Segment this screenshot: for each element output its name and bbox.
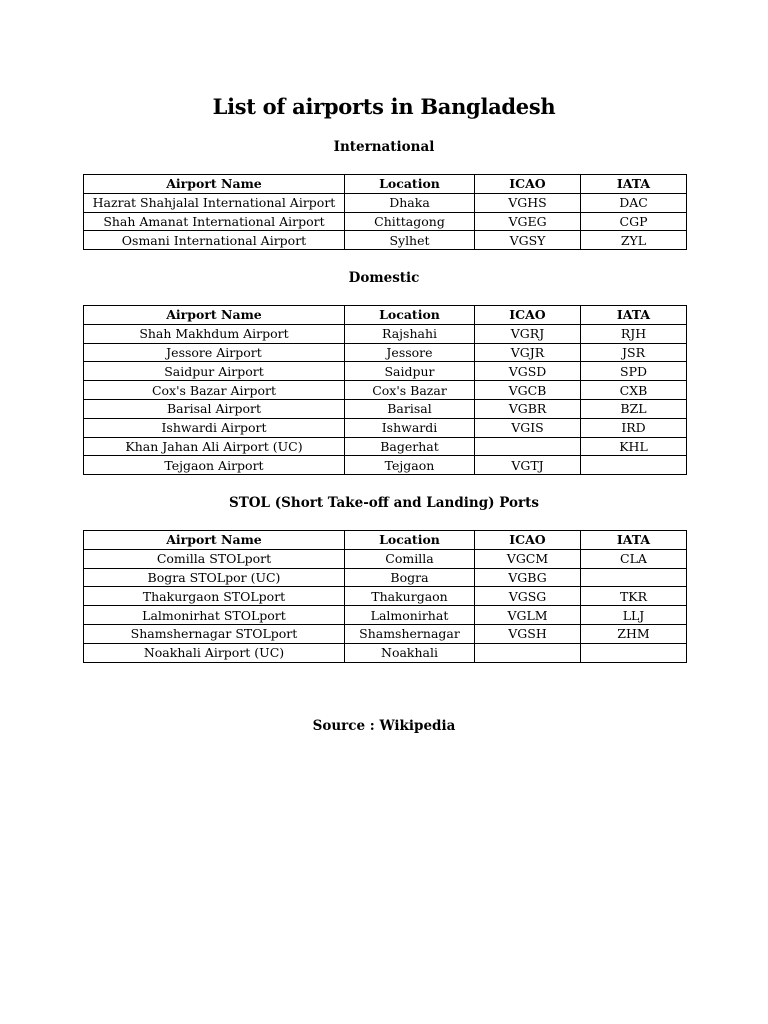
cell-iata: CGP: [581, 212, 687, 231]
cell-icao: VGSD: [475, 362, 581, 381]
cell-airport-name: Saidpur Airport: [84, 362, 345, 381]
column-header-location: Location: [345, 531, 475, 550]
table-row: [84, 231, 687, 250]
column-header-icao: ICAO: [475, 531, 581, 550]
cell-iata: IRD: [581, 418, 687, 437]
cell-airport-name: Tejgaon Airport: [84, 456, 345, 475]
table-row: [84, 193, 687, 212]
cell-location: Noakhali: [345, 643, 475, 662]
table-header-row: [84, 531, 687, 550]
cell-icao: VGLM: [475, 606, 581, 625]
cell-airport-name: Shamshernagar STOLport: [84, 624, 345, 643]
cell-icao: VGRJ: [475, 324, 581, 343]
table-header-row: [84, 306, 687, 325]
cell-airport-name: Bogra STOLpor (UC): [84, 568, 345, 587]
cell-icao: VGBR: [475, 399, 581, 418]
column-header-iata: IATA: [581, 175, 687, 194]
table-row: [84, 362, 687, 381]
cell-location: Rajshahi: [345, 324, 475, 343]
cell-iata: BZL: [581, 399, 687, 418]
cell-iata: RJH: [581, 324, 687, 343]
cell-airport-name: Barisal Airport: [84, 399, 345, 418]
column-header-airport-name: Airport Name: [84, 306, 345, 325]
cell-location: Dhaka: [345, 193, 475, 212]
cell-airport-name: Shah Makhdum Airport: [84, 324, 345, 343]
stol-ports-table: [83, 530, 687, 663]
international-airports-table: [83, 174, 687, 250]
cell-airport-name: Osmani International Airport: [84, 231, 345, 250]
cell-iata: CXB: [581, 381, 687, 400]
cell-icao: VGTJ: [475, 456, 581, 475]
cell-iata: SPD: [581, 362, 687, 381]
cell-airport-name: Noakhali Airport (UC): [84, 643, 345, 662]
cell-icao: VGEG: [475, 212, 581, 231]
cell-iata: [581, 568, 687, 587]
cell-icao: [475, 643, 581, 662]
cell-iata: TKR: [581, 587, 687, 606]
cell-location: Jessore: [345, 343, 475, 362]
table-row: [84, 587, 687, 606]
cell-location: Lalmonirhat: [345, 606, 475, 625]
cell-icao: VGIS: [475, 418, 581, 437]
table-row: [84, 418, 687, 437]
cell-location: Thakurgaon: [345, 587, 475, 606]
table-row: [84, 343, 687, 362]
cell-iata: CLA: [581, 549, 687, 568]
cell-location: Saidpur: [345, 362, 475, 381]
cell-iata: DAC: [581, 193, 687, 212]
table-row: [84, 399, 687, 418]
table-row: [84, 643, 687, 662]
cell-location: Shamshernagar: [345, 624, 475, 643]
cell-airport-name: Cox's Bazar Airport: [84, 381, 345, 400]
cell-icao: VGSY: [475, 231, 581, 250]
section-heading-international: International: [333, 139, 435, 155]
cell-location: Chittagong: [345, 212, 475, 231]
cell-airport-name: Thakurgaon STOLport: [84, 587, 345, 606]
cell-iata: [581, 643, 687, 662]
column-header-icao: ICAO: [475, 306, 581, 325]
source-note: Source : Wikipedia: [312, 718, 456, 734]
column-header-icao: ICAO: [475, 175, 581, 194]
table-row: [84, 549, 687, 568]
table-row: [84, 624, 687, 643]
cell-iata: KHL: [581, 437, 687, 456]
section-heading-stol: STOL (Short Take-off and Landing) Ports: [229, 495, 539, 511]
cell-location: Tejgaon: [345, 456, 475, 475]
domestic-airports-table: [83, 305, 687, 475]
cell-airport-name: Khan Jahan Ali Airport (UC): [84, 437, 345, 456]
table-row: [84, 381, 687, 400]
cell-icao: VGSG: [475, 587, 581, 606]
column-header-location: Location: [345, 175, 475, 194]
table-row: [84, 568, 687, 587]
cell-airport-name: Jessore Airport: [84, 343, 345, 362]
cell-icao: VGCB: [475, 381, 581, 400]
table-row: [84, 456, 687, 475]
cell-location: Cox's Bazar: [345, 381, 475, 400]
cell-location: Ishwardi: [345, 418, 475, 437]
cell-iata: LLJ: [581, 606, 687, 625]
cell-iata: [581, 456, 687, 475]
column-header-airport-name: Airport Name: [84, 175, 345, 194]
table-row: [84, 324, 687, 343]
section-heading-domestic: Domestic: [348, 270, 420, 286]
cell-iata: JSR: [581, 343, 687, 362]
cell-icao: VGSH: [475, 624, 581, 643]
table-row: [84, 437, 687, 456]
cell-icao: [475, 437, 581, 456]
cell-iata: ZYL: [581, 231, 687, 250]
cell-iata: ZHM: [581, 624, 687, 643]
column-header-iata: IATA: [581, 531, 687, 550]
cell-location: Barisal: [345, 399, 475, 418]
cell-airport-name: Hazrat Shahjalal International Airport: [84, 193, 345, 212]
column-header-location: Location: [345, 306, 475, 325]
cell-icao: VGJR: [475, 343, 581, 362]
table-row: [84, 212, 687, 231]
cell-airport-name: Shah Amanat International Airport: [84, 212, 345, 231]
table-row: [84, 606, 687, 625]
cell-icao: VGHS: [475, 193, 581, 212]
cell-airport-name: Lalmonirhat STOLport: [84, 606, 345, 625]
cell-location: Bagerhat: [345, 437, 475, 456]
cell-airport-name: Comilla STOLport: [84, 549, 345, 568]
cell-icao: VGCM: [475, 549, 581, 568]
column-header-iata: IATA: [581, 306, 687, 325]
cell-location: Bogra: [345, 568, 475, 587]
column-header-airport-name: Airport Name: [84, 531, 345, 550]
cell-icao: VGBG: [475, 568, 581, 587]
page-title: List of airports in Bangladesh: [212, 94, 556, 119]
cell-location: Sylhet: [345, 231, 475, 250]
table-header-row: [84, 175, 687, 194]
cell-airport-name: Ishwardi Airport: [84, 418, 345, 437]
cell-location: Comilla: [345, 549, 475, 568]
